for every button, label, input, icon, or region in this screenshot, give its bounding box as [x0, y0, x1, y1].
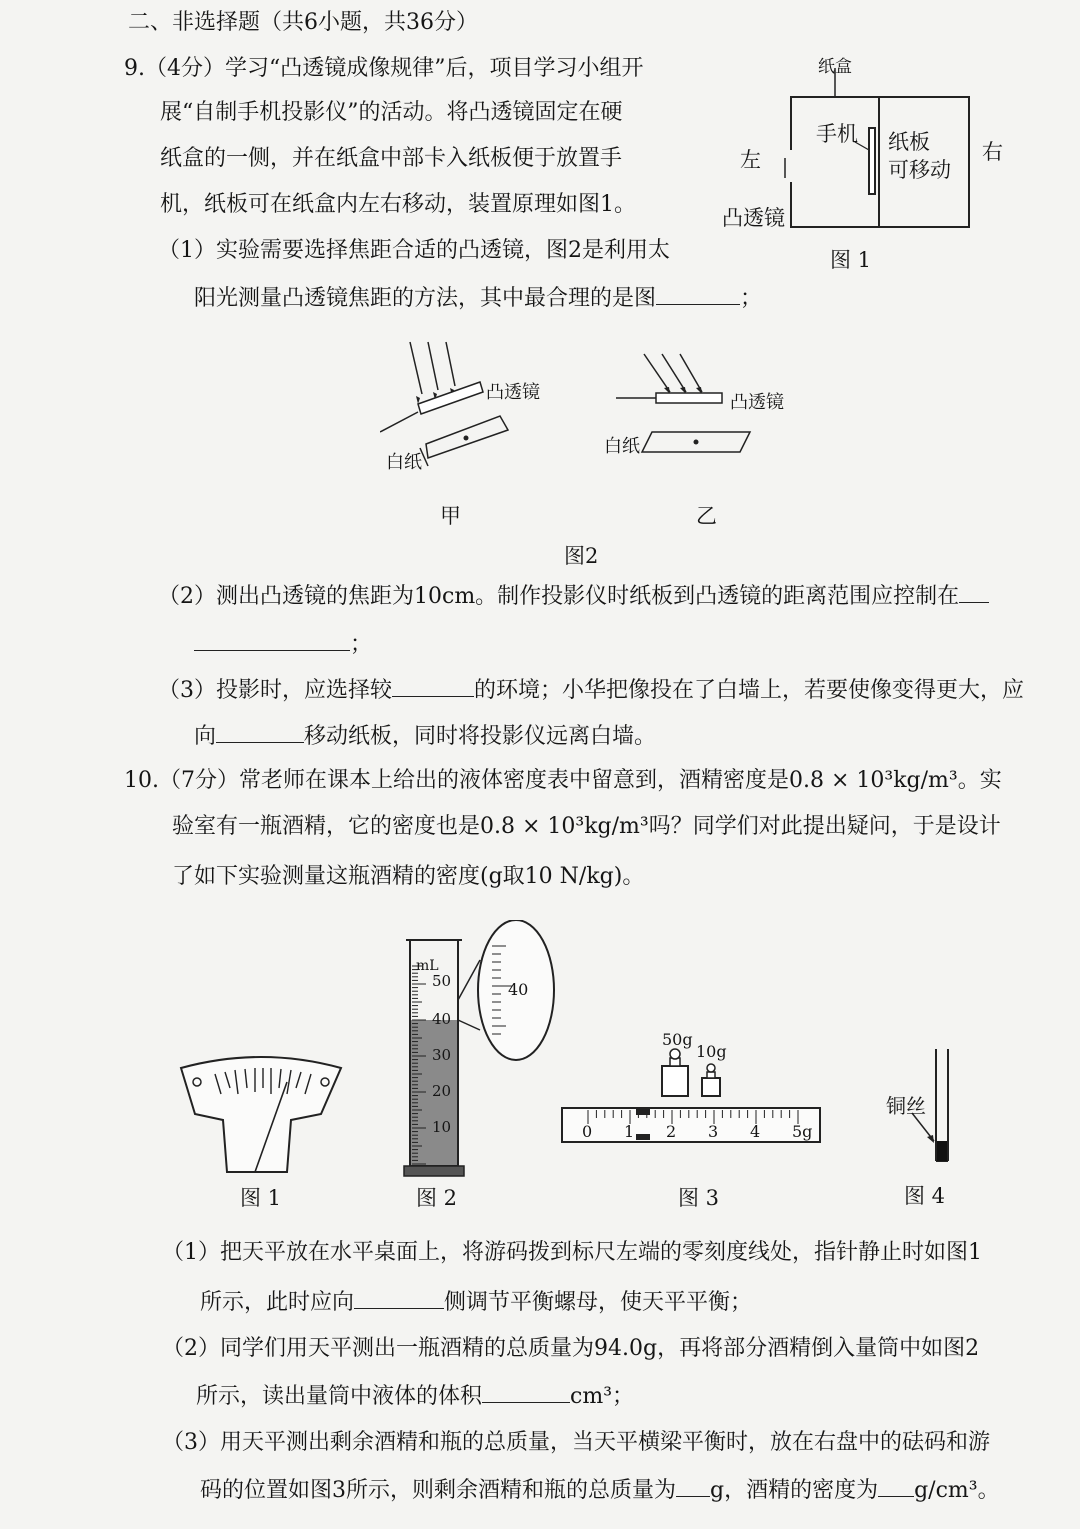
- cylinder-zoom-label: 40: [508, 980, 529, 999]
- q10-figure-3-scale: [560, 1030, 826, 1150]
- scale-tick-2: 2: [666, 1122, 677, 1141]
- fig1-left-label: 左: [740, 148, 761, 172]
- copper-wire-label: 铜丝: [886, 1094, 926, 1118]
- q9-sub3-line1b: 的环境；小华把像投在了白墙上，若要使像变得更大，应: [474, 678, 1025, 703]
- scale-tick-0: 0: [582, 1122, 593, 1141]
- section-title: 二、非选择题（共6小题，共36分）: [128, 10, 478, 35]
- q10-figure-1-dial: [175, 1050, 355, 1180]
- q10-answer-blank-1[interactable]: [354, 1286, 444, 1309]
- fig2-yi-caption: 乙: [696, 504, 717, 528]
- cylinder-tick-label-40: 40: [432, 1010, 452, 1028]
- fig2-caption: 图2: [564, 544, 599, 568]
- q10-fig3-caption: 图 3: [678, 1186, 720, 1210]
- fig2-jia-lens-label: 凸透镜: [486, 382, 540, 403]
- q9-sub3-line2b: 移动纸板，同时将投影仪远离白墙。: [304, 724, 657, 749]
- q9-sub2-line1: （2）测出凸透镜的焦距为10cm。制作投影仪时纸板到凸透镜的距离范围应控制在: [158, 584, 960, 609]
- q10-line1: 10.（7分）常老师在课本上给出的液体密度表中留意到，酒精密度是0.8 × 10³kg/m³。实: [124, 768, 1002, 793]
- q9-answer-blank-3b[interactable]: [216, 720, 304, 743]
- q9-answer-blank-1[interactable]: [656, 282, 740, 305]
- q10-sub2-line2a: 所示，读出量筒中液体的体积: [196, 1384, 483, 1409]
- fig1-board-label-2: 可移动: [888, 158, 951, 182]
- fig1-box-label: 纸盒: [818, 57, 852, 77]
- fig2-yi-lens-label: 凸透镜: [730, 392, 784, 413]
- q10-answer-blank-3a[interactable]: [676, 1474, 710, 1497]
- weight-10g-label: 10g: [696, 1042, 727, 1061]
- q9-answer-blank-2b[interactable]: [194, 628, 350, 651]
- q10-sub1-line1: （1）把天平放在水平桌面上，将游码拨到标尺左端的零刻度线处，指针静止时如图1: [162, 1240, 982, 1265]
- q9-line1: 9.（4分）学习“凸透镜成像规律”后，项目学习小组开: [124, 56, 644, 81]
- fig2-jia-paper-label: 白纸: [386, 452, 422, 473]
- fig2-jia-caption: 甲: [440, 504, 461, 528]
- q10-sub3-line2c: g/cm³。: [914, 1478, 1000, 1503]
- q9-sub2-end: ；: [350, 632, 373, 657]
- fig1-lens-label: 凸透镜: [722, 206, 785, 230]
- weight-10g-icon: [702, 1064, 720, 1096]
- scale-tick-1: 1: [624, 1122, 635, 1141]
- fig1-caption: 图 1: [830, 248, 872, 272]
- fig1-board-label-1: 纸板: [888, 130, 930, 154]
- cylinder-tick-label-20: 20: [432, 1082, 452, 1100]
- q10-fig1-caption: 图 1: [240, 1186, 282, 1210]
- scale-tick-5g: 5g: [792, 1122, 813, 1141]
- q10-sub1-line2a: 所示，此时应向: [200, 1290, 355, 1315]
- q9-sub1-line1: （1）实验需要选择焦距合适的凸透镜，图2是利用太: [158, 238, 670, 263]
- cylinder-unit: mL: [416, 958, 439, 974]
- q10-sub2-line2b: cm³；: [570, 1384, 635, 1409]
- q9-line3: 纸盒的一侧，并在纸盒中部卡入纸板便于放置手: [160, 146, 623, 171]
- scale-tick-3: 3: [708, 1122, 719, 1141]
- q9-sub3-line2a: 向: [194, 724, 217, 749]
- scale-tick-4: 4: [750, 1122, 761, 1141]
- q10-answer-blank-3b[interactable]: [878, 1474, 914, 1497]
- q10-sub3-line1: （3）用天平测出剩余酒精和瓶的总质量，当天平横梁平衡时，放在右盘中的砝码和游: [162, 1430, 990, 1455]
- q10-sub2-line1: （2）同学们用天平测出一瓶酒精的总质量为94.0g，再将部分酒精倒入量筒中如图2: [162, 1336, 980, 1361]
- q10-sub3-line2a: 码的位置如图3所示，则剩余酒精和瓶的总质量为: [200, 1478, 676, 1503]
- q9-line2: 展“自制手机投影仪”的活动。将凸透镜固定在硬: [160, 100, 623, 125]
- q10-answer-blank-2[interactable]: [482, 1380, 570, 1403]
- fig1-phone-label: 手机: [816, 122, 858, 146]
- fig2-yi-paper-label: 白纸: [604, 436, 640, 457]
- q9-sub1-end: ；: [740, 286, 763, 311]
- q10-sub1-line2b: 侧调节平衡螺母，使天平平衡；: [444, 1290, 753, 1315]
- q10-line2: 验室有一瓶酒精，它的密度也是0.8 × 10³kg/m³吗？同学们对此提出疑问，于是设计: [172, 814, 1001, 839]
- cylinder-tick-label-10: 10: [432, 1118, 452, 1136]
- q9-answer-blank-3a[interactable]: [392, 674, 474, 697]
- q10-sub3-line2b: g，酒精的密度为: [710, 1478, 879, 1503]
- q9-sub1-line2: 阳光测量凸透镜焦距的方法，其中最合理的是图: [194, 286, 657, 311]
- q10-fig2-caption: 图 2: [416, 1186, 458, 1210]
- weight-50g-label: 50g: [662, 1030, 693, 1049]
- q9-sub3-line1a: （3）投影时，应选择较: [158, 678, 392, 703]
- q9-answer-blank-2a[interactable]: [959, 580, 989, 603]
- weight-50g-icon: [662, 1049, 688, 1096]
- cylinder-tick-label-50: 50: [432, 972, 452, 990]
- cylinder-tick-label-30: 30: [432, 1046, 452, 1064]
- fig1-right-label: 右: [982, 140, 1003, 164]
- q10-line3: 了如下实验测量这瓶酒精的密度(g取10 N/kg)。: [172, 864, 645, 889]
- q10-fig4-caption: 图 4: [904, 1184, 946, 1208]
- q9-line4: 机，纸板可在纸盒内左右移动，装置原理如图1。: [160, 192, 636, 217]
